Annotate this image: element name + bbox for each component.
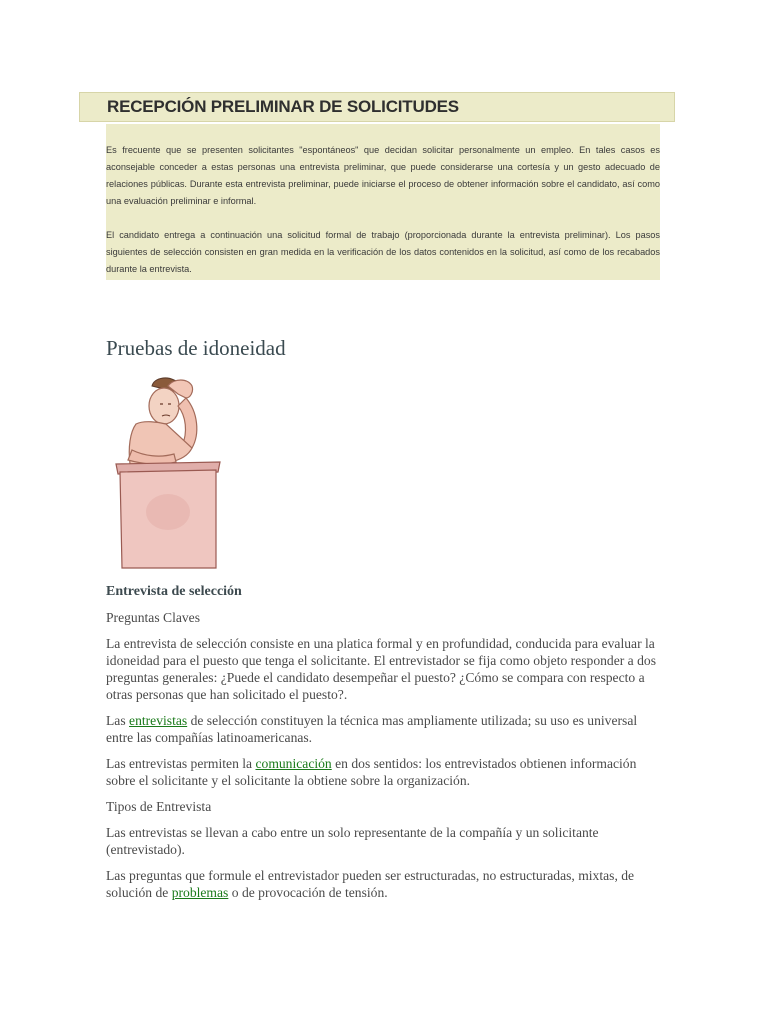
text-span: en dos sentidos: los entrevistados obtienen información sobre el solicitante y el solicitante la obtiene sobre la organización. bbox=[106, 756, 637, 788]
text-span: de selección constituyen la técnica mas ampliamente utilizada; su uso es universal entre las compañías latinoamericanas. bbox=[106, 713, 638, 745]
text-span: Las preguntas que formule el entrevistador pueden ser estructuradas, no estructuradas, mixtas, de solución de bbox=[106, 868, 635, 900]
intro-text-box bbox=[106, 124, 660, 280]
section-title: Pruebas de idoneidad bbox=[106, 336, 286, 360]
section-banner bbox=[79, 92, 675, 122]
text-span: o de provocación de tensión. bbox=[228, 885, 388, 900]
intro-paragraph: El candidato entrega a continuación una solicitud formal de trabajo (proporcionada durante la entrevista preliminar). Los pasos siguientes de selección consisten en gran medida en la verificación de los datos contenidos en la solicitud, así como de los recabados durante la entrevista. bbox=[106, 230, 660, 274]
thinking-person-illustration bbox=[108, 372, 236, 572]
content-heading: Entrevista de selección bbox=[106, 584, 242, 599]
text-span: Las entrevistas permiten la bbox=[106, 756, 256, 771]
content-paragraph bbox=[106, 755, 666, 789]
subheading-tipos: Tipos de Entrevista bbox=[106, 799, 212, 814]
content-paragraph bbox=[106, 712, 666, 746]
entrevistas-link[interactable]: entrevistas bbox=[129, 713, 188, 728]
problemas-link[interactable]: problemas bbox=[171, 885, 229, 900]
comunicacion-link[interactable]: comunicación bbox=[255, 756, 332, 771]
content-paragraph: La entrevista de selección consiste en una platica formal y en profundidad, conducida para evaluar la idoneidad para el puesto que tenga el solicitante. El entrevistador se fija como objeto responder a dos preguntas generales: ¿Puede el candidato desempeñar el puesto? ¿Cómo se compara con respecto a otras personas que han solicitado el puesto?. bbox=[106, 636, 656, 702]
subheading-preguntas: Preguntas Claves bbox=[106, 610, 201, 625]
intro-paragraph: Es frecuente que se presenten solicitantes "espontáneos" que decidan solicitar personalmente un empleo. En tales casos es aconsejable conceder a estas personas una entrevista preliminar, que puede considerarse una cortesía y un gesto adecuado de relaciones públicas. Durante esta entrevista preliminar, puede iniciarse el proceso de obtener información sobre el candidato, así como una evaluación preliminar e informal. bbox=[106, 145, 660, 206]
content-paragraph: Las entrevistas se llevan a cabo entre un solo representante de la compañía y un solicitante (entrevistado). bbox=[106, 825, 599, 857]
text-span: Las bbox=[106, 713, 130, 728]
banner-title: RECEPCIÓN PRELIMINAR DE SOLICITUDES bbox=[107, 97, 459, 116]
main-content bbox=[106, 583, 666, 910]
content-paragraph bbox=[106, 867, 666, 901]
